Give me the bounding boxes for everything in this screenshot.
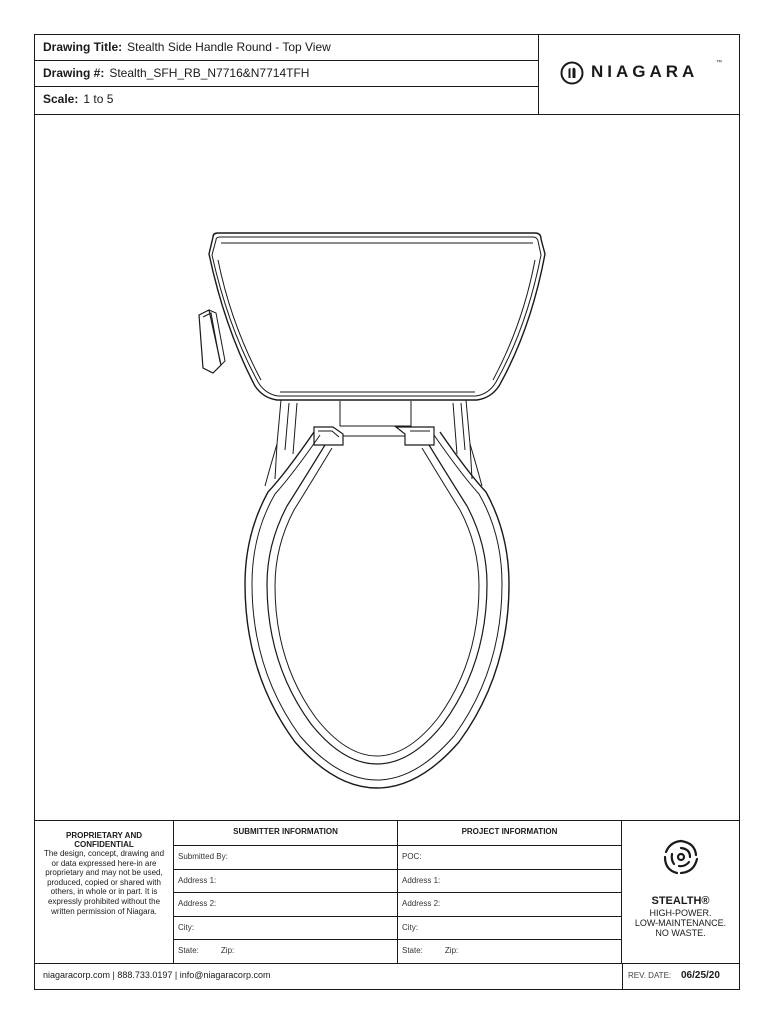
revision-date bbox=[622, 964, 739, 989]
drawing-number-value: Stealth_SFH_RB_N7716&N7714TFH bbox=[109, 66, 310, 80]
toilet-tank bbox=[209, 233, 545, 400]
technical-drawing bbox=[35, 114, 739, 820]
project-address1-field[interactable]: Address 1: bbox=[398, 869, 621, 893]
toilet-top-view bbox=[35, 114, 739, 820]
poc-field[interactable]: POC: bbox=[398, 845, 621, 869]
scale-value: 1 to 5 bbox=[83, 92, 114, 106]
title-block bbox=[35, 35, 739, 115]
submitter-address1-field[interactable]: Address 1: bbox=[174, 869, 397, 893]
footer bbox=[35, 963, 739, 989]
niagara-logo-icon bbox=[560, 61, 584, 85]
project-state-label: State: bbox=[402, 946, 423, 955]
side-handle bbox=[199, 310, 225, 373]
stealth-brand: STEALTH® bbox=[651, 895, 710, 907]
rev-date-value: 06/25/20 bbox=[681, 970, 720, 981]
confidential-body: The design, concept, drawing and or data expressed here-in are proprietary and may not be used, produced, copied or shared with others, in whole or in part. It is expressly prohibited without the written permission of Niagara. bbox=[43, 849, 165, 916]
drawing-sheet bbox=[34, 34, 740, 990]
drawing-title-label: Drawing Title: bbox=[43, 40, 123, 54]
stealth-branding bbox=[622, 821, 739, 963]
confidential-notice bbox=[35, 821, 174, 963]
confidential-title: PROPRIETARY AND CONFIDENTIAL bbox=[65, 831, 142, 849]
drawing-title-row bbox=[35, 35, 538, 61]
title-fields bbox=[35, 35, 539, 114]
niagara-logo bbox=[538, 35, 739, 114]
submitter-information bbox=[174, 821, 398, 963]
project-information bbox=[398, 821, 622, 963]
niagara-logo-text: NIAGARA bbox=[591, 62, 699, 81]
stealth-tagline bbox=[622, 908, 739, 938]
stealth-logo-icon bbox=[661, 837, 701, 877]
scale-row bbox=[35, 87, 538, 113]
stealth-tag-3: NO WASTE. bbox=[655, 928, 706, 938]
submitter-state-zip-field[interactable] bbox=[174, 939, 397, 963]
project-address2-field[interactable]: Address 2: bbox=[398, 892, 621, 916]
submitter-zip-label: Zip: bbox=[220, 946, 235, 955]
project-city-field[interactable]: City: bbox=[398, 916, 621, 940]
project-zip-label: Zip: bbox=[444, 946, 459, 955]
submitter-city-field[interactable]: City: bbox=[174, 916, 397, 940]
niagara-logo-trademark: ™ bbox=[716, 60, 722, 66]
submitter-address2-field[interactable]: Address 2: bbox=[174, 892, 397, 916]
scale-label: Scale: bbox=[43, 92, 79, 106]
project-title: PROJECT INFORMATION bbox=[461, 827, 558, 836]
contact-info: niagaracorp.com | 888.733.0197 | info@niagaracorp.com bbox=[43, 970, 271, 980]
rev-date-label: REV. DATE: bbox=[628, 971, 672, 980]
drawing-title-value: Stealth Side Handle Round - Top View bbox=[127, 40, 331, 54]
info-block bbox=[35, 820, 739, 963]
drawing-number-label: Drawing #: bbox=[43, 66, 105, 80]
stealth-tag-1: HIGH-POWER. bbox=[649, 908, 712, 918]
stealth-tag-2: LOW-MAINTENANCE. bbox=[634, 918, 727, 928]
toilet-bowl bbox=[245, 400, 509, 788]
submitter-title: SUBMITTER INFORMATION bbox=[233, 827, 338, 836]
project-state-zip-field[interactable] bbox=[398, 939, 621, 963]
drawing-number-row bbox=[35, 61, 538, 87]
submitter-state-label: State: bbox=[178, 946, 199, 955]
submitted-by-field[interactable]: Submitted By: bbox=[174, 845, 397, 869]
